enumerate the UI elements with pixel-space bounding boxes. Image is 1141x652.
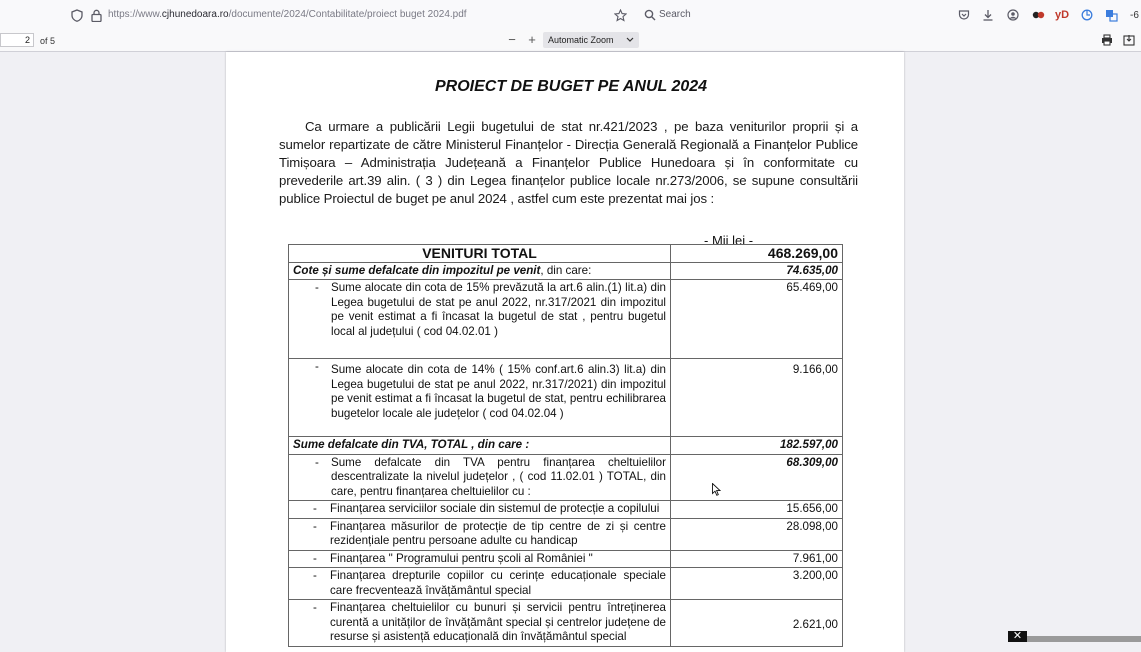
table-row bbox=[289, 245, 843, 263]
overlay-panel bbox=[1027, 636, 1141, 642]
star-icon[interactable] bbox=[613, 8, 627, 22]
url-domain: cjhunedoara.ro bbox=[161, 9, 229, 20]
url-field[interactable] bbox=[108, 9, 467, 20]
account-icon[interactable] bbox=[1006, 8, 1020, 22]
pdf-page bbox=[226, 52, 904, 652]
item-cell bbox=[289, 359, 671, 437]
sub-item-text: Finanțarea " Programului pentru școli al României " bbox=[330, 551, 593, 565]
table-row bbox=[289, 437, 843, 455]
item-dash: - bbox=[313, 502, 317, 515]
total-label: VENITURI TOTAL bbox=[289, 245, 671, 263]
section-value: 182.597,00 bbox=[671, 437, 843, 455]
table-row bbox=[289, 262, 843, 280]
sub-item-cell bbox=[289, 568, 671, 600]
table-row bbox=[289, 501, 843, 519]
item-text: Sume alocate din cota de 14% ( 15% conf.art.6 alin.3) lit.a) din Legea bugetului de stat pe anul 2022, nr.317/2021) din impozitul pe venit estimat a fi încasat la bugetul de stat, pentru echilibrarea bugetelor locale ale județelor ( cod 04.02.04 ) bbox=[331, 363, 666, 420]
item-text: Sume alocate din cota de 15% prevăzută la art.6 alin.(1) lit.a) din Legea bugetului de stat pe anul 2022, nr.317/2021 din impozitul pe venit estimat a fi încasat la bugetul de stat , pentru bugetul local al județului ( cod 04.02.01 ) bbox=[331, 281, 666, 338]
pdf-toolbar bbox=[0, 30, 1141, 52]
item-dash: - bbox=[315, 455, 319, 469]
item-dash: - bbox=[313, 569, 317, 582]
section-value: 74.635,00 bbox=[671, 262, 843, 280]
table-row bbox=[289, 454, 843, 501]
sub-item-value: 15.656,00 bbox=[671, 501, 843, 519]
sub-item-cell bbox=[289, 501, 671, 519]
url-prefix: https://www. bbox=[108, 9, 162, 20]
pdf-viewer[interactable] bbox=[0, 52, 1141, 642]
zoom-in-button[interactable]: + bbox=[528, 32, 536, 47]
sub-item-text: Finanțarea cheltuielilor cu bunuri și servicii pentru întreținerea curentă a unităților de învățământ special și centrelor județene de resurse și asistență educațională din învățământul special bbox=[330, 601, 666, 643]
budget-table bbox=[288, 244, 843, 647]
download-icon[interactable] bbox=[981, 8, 995, 22]
item-dash: - bbox=[313, 519, 317, 533]
item-cell bbox=[289, 280, 671, 359]
translate-icon[interactable] bbox=[1104, 8, 1118, 22]
item-text: Sume defalcate din TVA pentru finanțarea cheltuielilor descentralizate la nivelul județelor , ( cod 11.02.01 ) TOTAL, din care, pentru finanțarea cheltuielilor cu : bbox=[331, 455, 666, 498]
item-dash: - bbox=[315, 281, 319, 294]
search-icon bbox=[643, 8, 657, 22]
item-dash: - bbox=[315, 360, 319, 373]
unit-label: - Mii lei - bbox=[704, 233, 754, 248]
intro-paragraph: Ca urmare a publicării Legii bugetului de stat nr.421/2023 , pe baza veniturilor proprii și a sumelor repartizate de către Ministerul Finanțelor - Direcția Generală Regională a Finanțelor Publice Timișoara – Administrația Județeană a Finanțelor Publice Hunedoara și în conformitate cu prevederile art.39 alin. ( 3 ) din Legea finanțelor publice locale nr.273/2006, se supune consultării publice Proiectul de buget pe anul 2024 , astfel cum este prezentat mai jos : bbox=[279, 119, 858, 206]
zoom-out-button[interactable]: − bbox=[508, 32, 516, 47]
item-dash: - bbox=[313, 551, 317, 565]
extension-icon[interactable] bbox=[1031, 8, 1045, 22]
table-row bbox=[289, 518, 843, 550]
item-value: 68.309,00 bbox=[671, 454, 843, 501]
url-path: /documente/2024/Contabilitate/proiect buget 2024.pdf bbox=[228, 9, 467, 20]
sub-item-text: Finanțarea măsurilor de protecție de tip centre de zi și centre rezidențiale pentru persoane adulte cu handicap bbox=[330, 519, 666, 547]
section-label bbox=[289, 262, 671, 280]
sub-item-text: Finanțarea drepturile copiilor cu cerințe educaționale speciale care frecventează învățământul special bbox=[330, 569, 666, 597]
total-value: 468.269,00 bbox=[671, 245, 843, 263]
sub-item-text: Finanțarea serviciilor sociale din sistemul de protecție a copilului bbox=[330, 502, 660, 515]
item-cell bbox=[289, 454, 671, 501]
sub-item-cell bbox=[289, 550, 671, 568]
table-row bbox=[289, 280, 843, 359]
sync-icon[interactable] bbox=[1080, 8, 1094, 22]
table-row bbox=[289, 550, 843, 568]
zoom-select[interactable] bbox=[543, 32, 639, 48]
profile-extension-icon[interactable]: yD bbox=[1054, 9, 1070, 21]
mouse-cursor-icon bbox=[712, 483, 721, 496]
edge-overflow-text: -6 bbox=[1130, 9, 1139, 21]
browser-toolbar bbox=[0, 0, 1141, 30]
close-icon[interactable]: ✕ bbox=[1008, 631, 1027, 642]
section-label: Sume defalcate din TVA, TOTAL , din care : bbox=[289, 437, 671, 455]
pocket-icon[interactable] bbox=[957, 8, 971, 22]
item-dash: - bbox=[313, 601, 317, 614]
section-suffix: , din care: bbox=[540, 263, 592, 277]
section-title: Cote și sume defalcate din impozitul pe venit bbox=[293, 263, 541, 277]
chevron-down-icon bbox=[626, 32, 634, 53]
table-row bbox=[289, 568, 843, 600]
sub-item-cell bbox=[289, 518, 671, 550]
lock-icon[interactable] bbox=[89, 8, 103, 22]
search-field[interactable]: Search bbox=[659, 9, 691, 20]
sub-item-value: 28.098,00 bbox=[671, 518, 843, 550]
shield-icon[interactable] bbox=[70, 8, 84, 22]
sub-item-value: 2.621,00 bbox=[671, 600, 843, 647]
table-row bbox=[289, 600, 843, 647]
save-icon[interactable] bbox=[1122, 34, 1136, 47]
sub-item-cell bbox=[289, 600, 671, 647]
page-count-label: of 5 bbox=[40, 36, 56, 46]
item-value: 9.166,00 bbox=[671, 359, 843, 437]
page-title: PROIECT DE BUGET PE ANUL 2024 bbox=[434, 78, 708, 95]
table-row bbox=[289, 359, 843, 437]
page-number-input[interactable]: 2 bbox=[0, 33, 34, 47]
sub-item-value: 7.961,00 bbox=[671, 550, 843, 568]
item-value: 65.469,00 bbox=[671, 280, 843, 359]
print-icon[interactable] bbox=[1100, 34, 1114, 47]
sub-item-value: 3.200,00 bbox=[671, 568, 843, 600]
zoom-select-value: Automatic Zoom bbox=[548, 35, 614, 45]
